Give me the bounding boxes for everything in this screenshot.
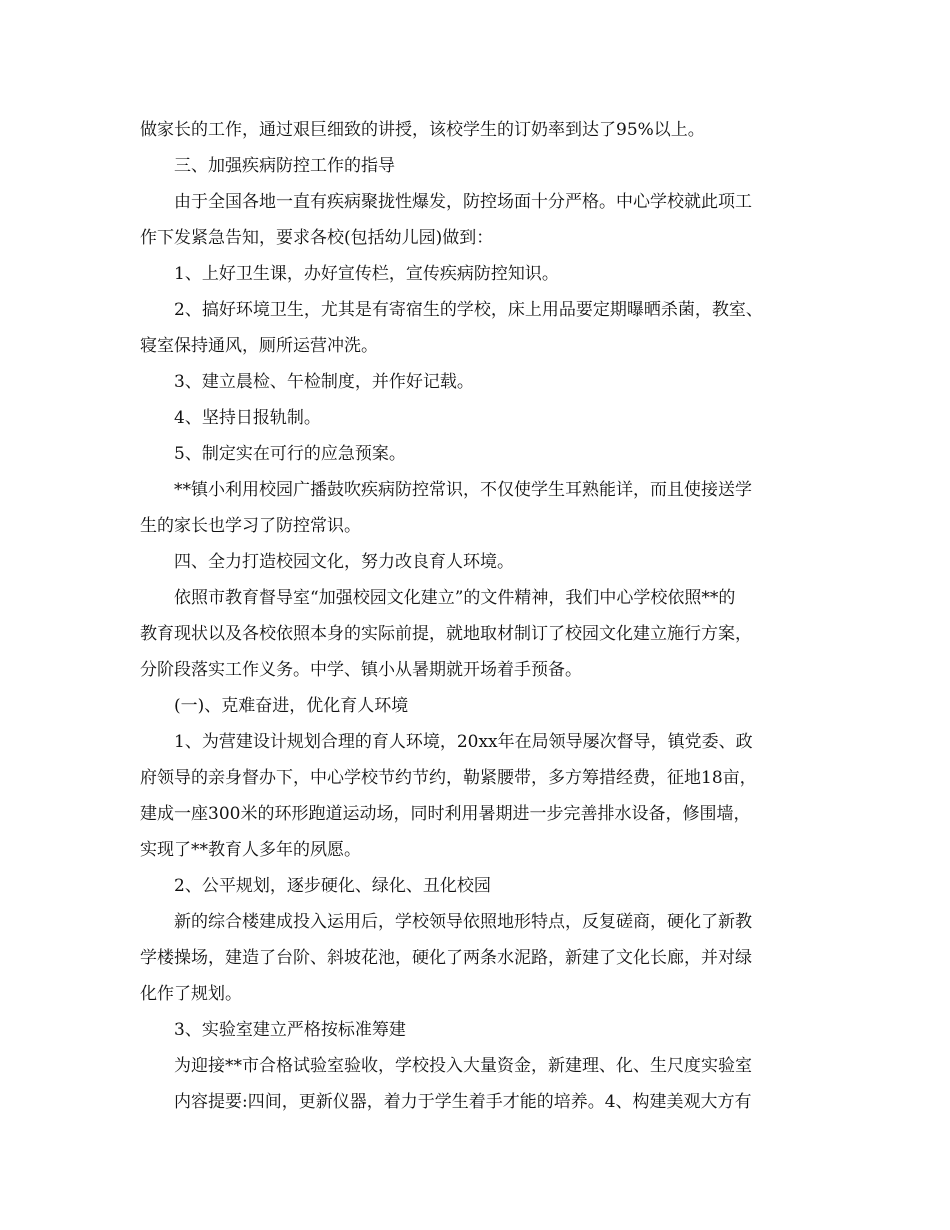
- subsection-heading: (一)、克难奋进，优化育人环境: [174, 696, 409, 716]
- text-line: 建成一座300米的环形跑道运动场，同时利用暑期进一步完善排水设备，修围墙，: [140, 804, 751, 824]
- text-line: 内容提要:四间，更新仪器，着力于学生着手才能的培养。4、构建美观大方有: [174, 1092, 752, 1112]
- text-line: 分阶段落实工作义务。中学、镇小从暑期就开场着手预备。: [140, 660, 582, 680]
- list-item: 5、制定实在可行的应急预案。: [174, 444, 406, 464]
- text-line: 依照市教育督导室“加强校园文化建立”的文件精神，我们中心学校依照**的: [174, 588, 736, 608]
- section-heading: 三、加强疾病防控工作的指导: [174, 156, 395, 176]
- list-item: 3、实验室建立严格按标准筹建: [174, 1020, 406, 1040]
- list-item: 1、为营建设计规划合理的育人环境，20xx年在局领导屡次督导，镇党委、政: [174, 732, 753, 752]
- text-line: 由于全国各地一直有疾病聚拢性爆发，防控场面十分严格。中心学校就此项工: [174, 192, 752, 212]
- text-line: 学楼操场，建造了台阶、斜坡花池，硬化了两条水泥路，新建了文化长廊，并对绿: [140, 948, 752, 968]
- text-line: 做家长的工作，通过艰巨细致的讲授，该校学生的订奶率到达了95%以上。: [140, 120, 705, 140]
- text-line: 为迎接**市合格试验室验收，学校投入大量资金，新建理、化、生尺度实验室: [174, 1056, 752, 1076]
- text-line: 生的家长也学习了防控常识。: [140, 516, 361, 536]
- list-item: 2、公平规划，逐步硬化、绿化、丑化校园: [174, 876, 491, 896]
- text-line: 实现了**教育人多年的夙愿。: [140, 840, 361, 860]
- list-item: 3、建立晨检、午检制度，并作好记载。: [174, 372, 474, 392]
- text-line: 寝室保持通风，厕所运营冲洗。: [140, 336, 378, 356]
- text-line: **镇小利用校园广播鼓吹疾病防控常识，不仅使学生耳熟能详，而且使接送学: [174, 480, 752, 500]
- section-heading: 四、全力打造校园文化，努力改良育人环境。: [174, 552, 514, 572]
- text-line: 府领导的亲身督办下，中心学校节约节约，勒紧腰带，多方筹措经费，征地18亩，: [140, 768, 757, 788]
- list-item: 2、搞好环境卫生，尤其是有寄宿生的学校，床上用品要定期曝晒杀菌，教室、: [174, 300, 763, 320]
- list-item: 1、上好卫生课，办好宣传栏，宣传疾病防控知识。: [174, 264, 559, 284]
- list-item: 4、坚持日报轨制。: [174, 408, 321, 428]
- text-line: 化作了规划。: [140, 984, 242, 1004]
- text-line: 作下发紧急告知，要求各校(包括幼儿园)做到：: [140, 228, 494, 248]
- text-line: 新的综合楼建成投入运用后，学校领导依照地形特点，反复磋商，硬化了新教: [174, 912, 752, 932]
- text-line: 教育现状以及各校依照本身的实际前提，就地取材制订了校园文化建立施行方案，: [140, 624, 752, 644]
